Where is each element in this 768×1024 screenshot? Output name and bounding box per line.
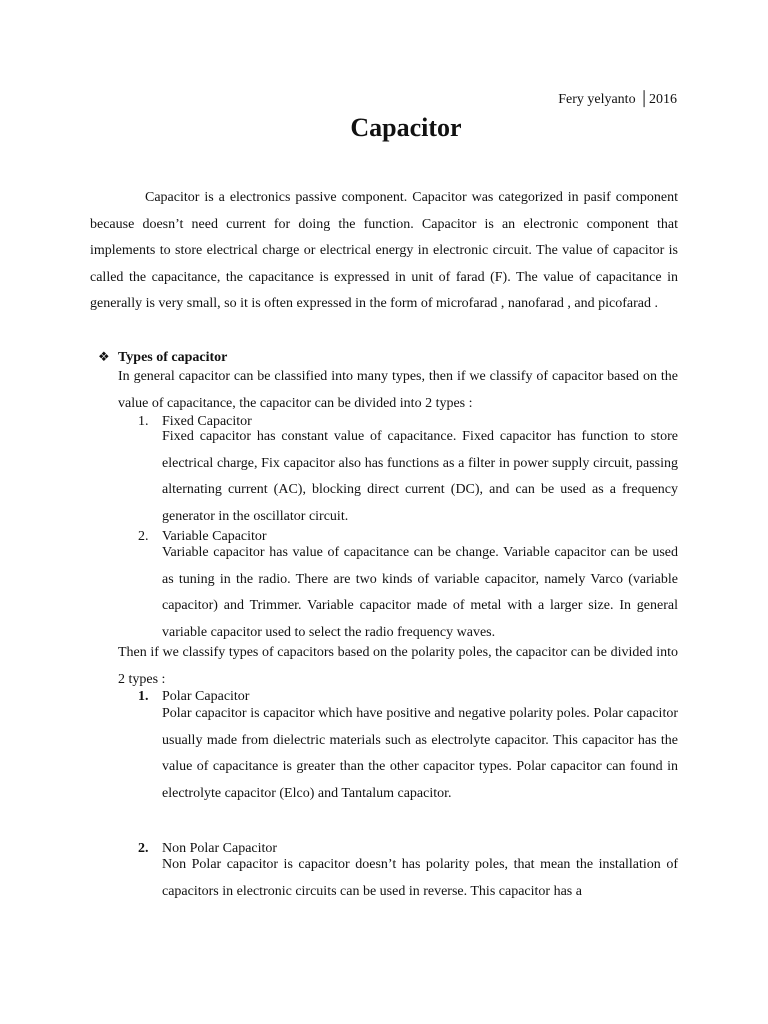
list-number: 2.: [138, 529, 149, 544]
diamond-bullet-icon: ❖: [98, 349, 110, 364]
list-item-label: Non Polar Capacitor: [162, 841, 278, 856]
list-number: 1.: [138, 689, 149, 704]
polarity-intro-paragraph: Then if we classify types of capacitors based on the polarity poles, the capacitor can be divided into 2 types :: [118, 645, 678, 687]
list-item-body: Variable capacitor has value of capacitance can be change. Variable capacitor can be used as tuning in the radio. There are two kinds of variable capacitor, namely Varco (variable capacitor) and Trimmer. Variable capacitor made of metal with a larger size. In general variable capacitor used to select the radio frequency waves.: [162, 545, 678, 640]
author-year-note: Fery yelyanto │2016: [558, 92, 677, 107]
list-number: 1.: [138, 414, 149, 429]
page-title: Capacitor: [350, 113, 462, 142]
list-item-body: Polar capacitor is capacitor which have positive and negative polarity poles. Polar capacitor usually made from dielectric materials such as electrolyte capacitor. This capacitor has the value of capacitance is greater than the other capacitor types. Polar capacitor can found in electrolyte capacitor (Elco) and Tantalum capacitor.: [162, 706, 678, 801]
types-intro-paragraph: In general capacitor can be classified into many types, then if we classify of capacitor based on the value of capacitance, the capacitor can be divided into 2 types :: [118, 369, 678, 411]
list-item-label: Polar Capacitor: [162, 689, 250, 704]
types-heading-label: Types of capacitor: [118, 350, 228, 365]
list-item-label: Fixed Capacitor: [162, 414, 252, 429]
list-item-body: Fixed capacitor has constant value of capacitance. Fixed capacitor has function to store electrical charge, Fix capacitor also has functions as a filter in power supply circuit, passing alternating current (AC), blocking direct current (DC), and can be used as a frequency generator in the oscillator circuit.: [162, 429, 678, 524]
intro-paragraph: Capacitor is a electronics passive component. Capacitor was categorized in pasif component because doesn’t need current for doing the function. Capacitor is an electronic component that implements to store electrical charge or electrical energy in electronic circuit. The value of capacitor is called the capacitance, the capacitance is expressed in unit of farad (F). The value of capacitance in generally is very small, so it is often expressed in the form of microfarad , nanofarad , and picofarad .: [90, 190, 678, 312]
list-item-label: Variable Capacitor: [162, 529, 267, 544]
list-item-body: Non Polar capacitor is capacitor doesn’t has polarity poles, that mean the installation of capacitors in electronic circuits can be used in reverse. This capacitor has a: [162, 857, 678, 899]
list-number: 2.: [138, 841, 149, 856]
